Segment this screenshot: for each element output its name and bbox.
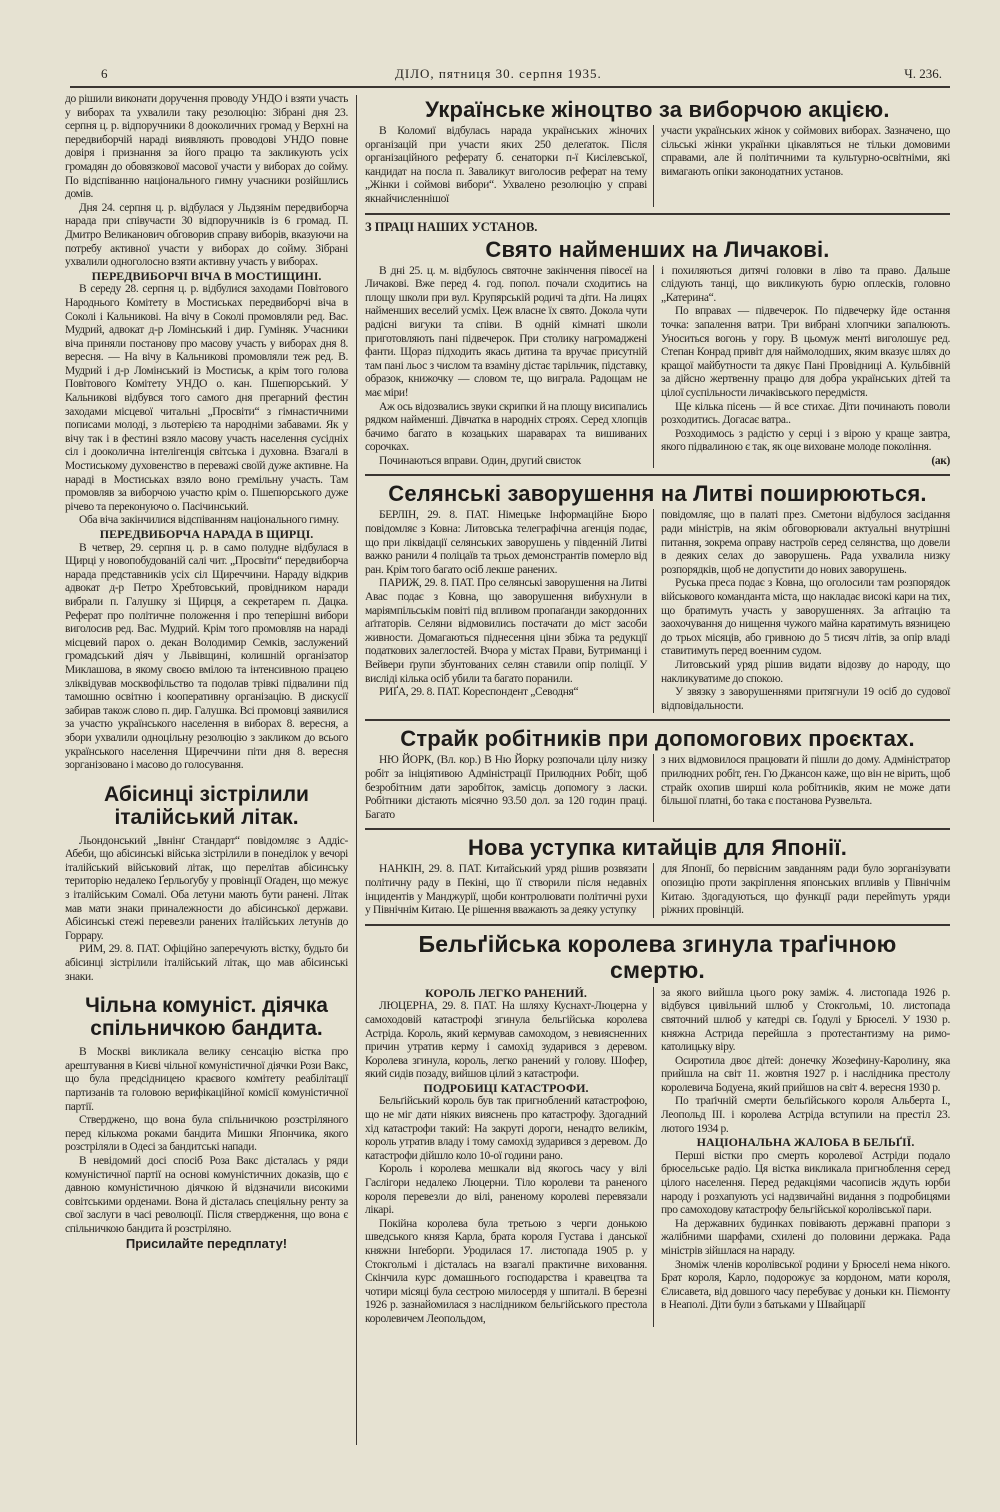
article-text: Перші вістки про смерть королевої Астріди подало брюсельське радіо. Ця вістка викликала пригноблення серед цілого населення. Перед редакціями часописів ждуть юрби народу і розхапують усі надзвичайні видання з подробицями про самоходову катастрофу бельгійської королівської пари. <box>661 1149 950 1217</box>
subscription-notice: Присилайте передплату! <box>125 1235 288 1251</box>
headline-strike: Страйк робітників при допомогових проєктах. <box>400 726 915 752</box>
lithuania-col-1 <box>365 509 653 713</box>
article-text: і похиляються дитячі головки в ліво та право. Дальше слідують танці, що викликують бурю оплесків, головно „Катерина“. <box>661 264 950 304</box>
article-text: Осиротила двоє дітей: донечку Жозефину-Каролину, яка прийшла на світ 11. жовтня 1927 р. і наслідника престолу королевича Бодуена, який прийшов на світ 4. вересня 1930 р. <box>661 1054 950 1094</box>
article-text: Король і королева мешкали від якогось часу у вілі Гаслігори недалеко Люцерни. Тіло королеви та раненого короля перевезли до вілі, раненому королеві перевязали лікарі. <box>365 1163 647 1217</box>
article-text: за якого вийшла цього року заміж. 4. листопада 1926 р. відбувся цивільний шлюб у Стокгольмі, 10. листопада святочний шлюб у катедрі св. Ґодулі у Брюселі. У 1930 р. княжна Астрида перейшла з протестантизму на римо-католицьку віру. <box>661 986 950 1054</box>
right-column <box>365 95 950 1327</box>
subheading: НАЦІОНАЛЬНА ЖАЛОБА В БЕЛЬҐІЇ. <box>696 1135 915 1150</box>
article-text: участи українських жінок у соймових виборах. Зазначено, що сільські жінки українки цікавляться не тільки домовими справами, але й політичними та культурно-освітніми, які вимагають опіки законодатних установ. <box>661 125 950 178</box>
headline-women: Українське жіноцтво за виборчою акцією. <box>425 97 890 122</box>
article-lithuania <box>365 481 950 713</box>
article-lychakiv <box>365 220 950 469</box>
article-text: В середу 28. серпня ц. р. відбулися заходами Повітового Народнього Комітету в Мостиськах передвиборчі віча в Соколі і Кальникові. На вічу в Соколі промовляли ред. Вас. Мудрий, адвокат д-р Ломінський і дир. Гуміняк. Учасники віча приняли постанову про масову участь у виборах дня 8. вересня. — На вічу в Кальникові промовляли теж ред. В. Мудрий і д-р Ломінський із Мостиськ, а крім того голова Повітового Комітету УНДО о. кан. Пшепюрський. У Кальникові відбувся того самого дня прегарний фестин заходами місцевої читальні „Просвіти“ з гімнастичними пописами молоді, з льотерією та народніми забавами. Як у вічу так і в фестині взяло масову участь населення сусідніх сіл і дооколична інтелігенція світська і духовна. Взагалі в Мостиському духовенство в переважі своїй дуже активне. На нараді в Мостиськах взяло воно гремільну участь. Там промовляв за виборчою участю крім о. Пшепюрського дуже річево та переконуючо о. Пасічинський. <box>65 283 348 513</box>
subheading: ПЕРЕДВИБОРЧІ ВІЧА В МОСТИЩИНІ. <box>91 268 322 283</box>
column-divider <box>356 95 357 1445</box>
article-strike <box>365 726 950 822</box>
article-text: По траґічній смерти бельґійського короля Альберта I., Леопольд III. і королева Астріда вступили на престіл 23. лютого 1934 р. <box>661 1095 950 1135</box>
issue-number: Ч. 236. <box>904 66 942 81</box>
section-rule <box>365 213 950 215</box>
article-text: По вправах — підвечерок. По підвечерку йде остання точка: запалення ватри. Три вибрані хлопчики запалюють. Уноситься вогонь у гору. В цьомуж менті виголошує ред. Степан Конрад привіт для наймолодших, яким вказує шлях до кращої майбутности та дякує Пані Провідниці А. Кульбівній за дійсно жертвенну працю для добра українських дітей та цілої суспільности личаківського передмістя. <box>661 305 950 399</box>
article-text: до рішили виконати доручення проводу УНДО і взяти участь у виборах та ухвалили таку резолюцію: Зібрані дня 23. серпня ц. р. відпоручники 8 дооколичних громад у Верхні на передвиборчій нараді виявляють проводові УНДО повне довіря і признання за його працю та закликують усіх громадян до обовязкової масової участи у виборах до сойму. По відспіванню національного гимну учасники розійшлись домів. <box>65 93 348 201</box>
belgium-col-2 <box>653 987 950 1327</box>
subheading: КОРОЛЬ ЛЕГКО РАНЕНИЙ. <box>425 985 587 1000</box>
article-text: повідомляє, що в палаті през. Сметони відбулося засідання ради міністрів, на якім обговорювали актуальні внутрішні питання, зокрема оправу настроїв серед селянства, що довели в деяких селах до заворушень. Рада ухвалила низку розпорядків, щоб не допустити до нових заворушень. <box>661 509 950 576</box>
left-column <box>65 93 348 1250</box>
author-signature: (ак) <box>931 454 950 467</box>
article-text: На державних будинках повівають державні прапори з жалібними шарфами, схилені до половини держака. Рада міністрів зійшлася на нараду. <box>661 1217 950 1257</box>
masthead <box>65 66 950 86</box>
article-text: В невідомий досі спосіб Роза Вакс дісталась у ряди комуністичної партії на основі комуністичних доказів, що є давною комуністичною діячкою й відзначили високими совітськими орденами. Вона й дісталась спеціяльну ренту за свої заслуги в часі революції. Після ствердження, що вона є спільничкою бандита й розстріляно. <box>65 1154 348 1235</box>
headline-lithuania: Селянські заворушення на Литві поширюються. <box>388 481 927 507</box>
china-col-2 <box>653 863 950 917</box>
headline-belgium: Бельґійська королева згинула траґічною смертю. <box>418 930 897 983</box>
headline-abyssinia: Абісинці зістрілили італійський літак. <box>104 782 309 829</box>
article-text: Руська преса подає з Ковна, що оголосили там розпорядок військового команданта міста, що накладає високі кари на тих, що братимуть участь у заворушеннях. За аґітацію та заохочування до нищення чужого майна каратимуть вязницею до трьох місяців, або гривною до 5 тисяч літів, за опір владі ставитимуть перед военним судом. <box>661 577 950 658</box>
article-text: Литовський уряд рішив видати відозву до народу, що накликуватиме до спокою. <box>661 659 950 685</box>
headline-china: Нова уступка китайців для Японії. <box>467 835 848 861</box>
article-text: Дня 24. серпня ц. р. відбулася у Льдзянім передвиборча нарада при співучасти 30 відпоручників із 6 громад. П. Дмитро Великанович обговорив справу виборів, вказуючи на потребу активної участи у виборах до сойму. Зібрані ухвалили одноголосно взяти активну участь у виборах. <box>65 201 348 269</box>
section-rule <box>365 719 950 721</box>
article-text: В Москві викликала велику сенсацію вістка про арештування в Києві чільної комуністичної діячки Рози Вакс, що була предсідницею краєвого комітету реабілітації партизанів та головою верифікаційної комісії комуністичної партії. <box>65 1046 348 1113</box>
strike-col-2 <box>653 754 950 822</box>
article-paragraph <box>661 427 950 467</box>
article-text: В дні 25. ц. м. відбулось святочне закінчення півосеї на Личакові. Вже перед 4. год. попол. почали сходитись на площу школи при вул. Крупярській родичі та діти. На лицях найменших веселий усміх. Цеж власне їх свято. Докола чути радісні вигуки та співи. В одній кімнаті школи приготовляють пані підвечерок. При столику нагромаджені фанти. Щораз підходить якась дитина та вручає присутній там пані льос з числом та взаміну дістає тарільчик, підставку, образок, книжочку — словом те, що виграла. Радощам не має міри! <box>365 264 647 399</box>
article-text: РИМ, 29. 8. ПАТ. Офіційно заперечують вістку, будьто би абісинці зістрілили італійський літак, що мав абісинські знаки. <box>65 943 348 983</box>
article-text: Стверджено, що вона була спільничкою розстріляного перед кількома роками бандита Мишки Япончика, якого розстріляли в Одесі за бандитські напади. <box>65 1114 348 1154</box>
article-text: У звязку з заворушеннями притягнули 19 осіб до судової відповідальности. <box>661 686 950 712</box>
subheading: ПОДРОБИЦІ КАТАСТРОФИ. <box>423 1080 589 1095</box>
lychakiv-col-1 <box>365 265 653 469</box>
article-text: для Японії, бо первісним завданням ради було зорганізувати опозицію проти закріплення японських впливів у Північнім Китаю. Здогадуються, що функції ради перейmуть уряди ріжних провінцій. <box>661 863 950 917</box>
article-text: Льондонський „Івнінґ Стандарт“ повідомляє з Аддіс-Абеби, що абісинські війська зістрілили в понеділок у вечорі італійський військовий літак, що перелітав абісинську територію недалеко Ґерльоґубу у провінції Оґаден, що межує з італійським Сомалі. Оба летуни мають бути ранені. Літак мав мати знаки приналежности до абісинської держави. Абісинські стежі перевезли ранених італійських летунів до Горрару. <box>65 834 348 942</box>
article-belgium <box>365 931 950 1327</box>
lychakiv-col-2 <box>653 265 950 469</box>
section-rule <box>365 828 950 830</box>
page-number: 6 <box>101 66 108 81</box>
women-col-2 <box>653 125 950 207</box>
article-text: ЛЮЦЕРНА, 29. 8. ПАТ. На шляху Куснахт-Люцерна у самоходовій катастрофі згинула бельгійська королева Астріда. Король, який кермував самоходом, з невиясненних причин утратив керму і самохід зударився з деревом. Королева згинула, король, легко ранений у голову. Шофер, який сидів позаду, вийшов цілий з катастрофи. <box>365 1000 647 1081</box>
china-col-1 <box>365 863 653 917</box>
article-text: Покійна королева була третьою з черги донькою шведського князя Карла, брата короля Густава і данської княжни Інґеборґи. Уродилася 17. листопада 1905 р. у Стокгольмі і дісталась на взагалі практичне виховання. Скінчила курс домашнього господарства і кравецтва та чотири місяці була сестрою милосердя у шпиталі. В березні 1926 р. зазнайомилася з наслідником бельгійського престола королевичем Леопольдом, <box>365 1217 647 1325</box>
section-rule <box>365 474 950 476</box>
article-text: Ще кілька пісень — й все стихає. Діти починають поволи розходитись. Догасає ватра.. <box>661 400 950 427</box>
article-text: БЕРЛІН, 29. 8. ПАТ. Німецьке Інформаційне Бюро повідомляє з Ковна: Литовська телеграфічна агенція подає, що при ліквідації селянських заворушень у південній Литві важко ранили 4 поліцаїв та трьох демонстрантів померло від ран. Крім того багато осіб лекше ранених. <box>365 509 647 576</box>
masthead-rule <box>70 86 950 88</box>
article-text: Аж ось відозвались звуки скрипки й на площу висипались рядком найменші. Дівчатка в народніх строях. Серед хлопців бачимо багато в козацьких шараварах та вишиваних сорочках. <box>365 400 647 454</box>
article-text: Бельґійський король був так пригноблений катастрофою, що не міг дати ніяких вияснень про катастрофу. Здогадний хід катастрофи такий: На закруті дороги, ненадто великім, король утратив владу і тому самохід зударився з деревом. До катастрофи дійшло коло 10-ої години рано. <box>365 1095 647 1162</box>
belgium-col-1 <box>365 987 653 1327</box>
article-text: ПАРИЖ, 29. 8. ПАТ. Про селянські заворушення на Литві Авас подає з Ковна, що заворушення вибухнули в маріямпільськім повіті під впливом пропаґанди закордонних аґітаторів. Селяни відмовились постачати до міст засоби живности. Домагаються піднесення ціни збіжа та редукції податкових залеглостей. Вчора у містах Прави, Бутриманці і Вейвери ґрупи збунтованих селян ставили опір поліції. У висліді кілька осіб убили та багато поранили. <box>365 577 647 685</box>
article-text: Починаються вправи. Один, другий свисток <box>379 454 581 467</box>
article-text: Зноміж членів королівської родини у Брюселі нема нікого. Брат короля, Карло, подорожує за кордоном, мати короля, Єлисавета, від довшого часу перебуває у доньки кн. Піємонту в Неаполі. Діти були з батьками у Швайцарії <box>661 1258 950 1312</box>
article-text: Оба віча закінчилися відспіванням національного гимну. <box>79 514 339 527</box>
section-rule <box>365 924 950 926</box>
article-text: В четвер, 29. серпня ц. р. в само полудне відбулася в Щирці у новопобудованій салі чит. „Просвіти“ передвиборча нарада представників усіх сіл Щиреччини. Нараду відкрив адвокат д-р Петро Хребтовський, провідником наради вибрали п. Галушку зі Щирця, а секретарем п. Дацка. Реферат про політичне положення і про теперішні вибори виголосив ред. Вас. Мудрий. Крім того промовляв на нараді місцевий парох о. декан Володимир Семків, заслужений громадський діяч у Львівщині, колишній організатор Миклашова, в якому своєю вмілою та інтенсивною працею зліквідував москвофільство та подолав трівкі підвалини під тамошню освітню і кооперативну організацію. В дискусії забирав також слово п. дир. Галушка. Всі промовці заявилися за участю українського населення в виборах 8. вересня, а збори ухвалили одноцільну резолюцію з закликом до всього українського населення Щиреччини піти дня 8. вересня зорганізовано і масово до голосування. <box>65 541 348 772</box>
article-text: з них відмовилося працювати й пішли до дому. Адміністратор прилюдних робіт, ґен. Гю Джансон каже, що він не вірить, щоб страйк охопив ширші кола робітників, яким не може дати більшої платні, бо така є постанова Рузвельта. <box>661 754 951 808</box>
article-china <box>365 835 950 917</box>
subheading: ПЕРЕДВИБОРЧА НАРАДА В ЩИРЦІ. <box>99 527 314 541</box>
headline-communist: Чільна комуніст. діячка спільничкою бандита. <box>85 994 328 1041</box>
article-text: Розходимось з радістю у серці і з вірою у краще завтра, якого підвалиною є так, як оце виховане молоде покоління. <box>661 427 950 454</box>
strike-col-1 <box>365 754 653 822</box>
article-text: НЮ ЙОРК, (Вл. кор.) В Ню Йорку розпочали цілу низку робіт за ініціятивою Адміністрації Прилюдних Робіт, щоб безробітним дати заробіток, замісць допомогу з ласки. Робітники дістають місячно 93.50 дол. за 120 годин праці. Багато <box>365 754 647 821</box>
article-women <box>365 97 950 207</box>
women-col-1 <box>365 125 653 207</box>
kicker: З ПРАЦІ НАШИХ УСТАНОВ. <box>365 219 538 234</box>
article-text: НАНКІН, 29. 8. ПАТ. Китайський уряд рішив розвязати політичну раду в Пекіні, що її створили після недавніх інцидентів у Манджурії, щоби контролювати політичні рухи у Північнім Китаю. Це рішення вважають за деяку уступку <box>365 863 647 917</box>
article-text: В Коломиї відбулась нарада українських жіночих організацій при участи яких 250 делеґаток. Після організаційного реферату б. сенаторки п-ї Кисілевської, кандидат на посла п. Заваликут виголосив реферат на тему „Жінки і соймові вибори“. Ухвалено резолюцію у справі якнайчисленнішої <box>365 125 647 205</box>
lithuania-col-2 <box>653 509 950 713</box>
newspaper-title-date: ДІЛО, пятниця 30. серпня 1935. <box>395 66 602 81</box>
article-text: РИҐА, 29. 8. ПАТ. Кореспондент „Севодня“ <box>379 686 579 699</box>
headline-lychakiv: Свято найменших на Личакові. <box>485 236 830 262</box>
